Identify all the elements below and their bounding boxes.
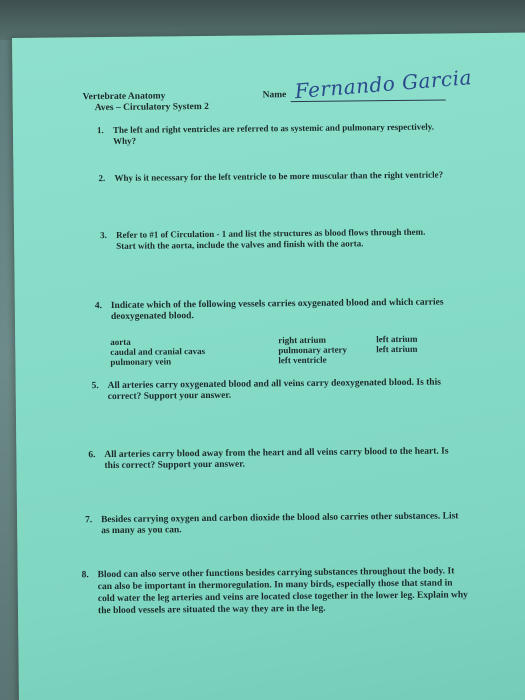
question-text: Besides carrying oxygen and carbon dioxide the blood also carries other substances. List as many as you can.: [101, 511, 459, 537]
question-6: 6. All arteries carry blood away from the heart and all veins carry blood to the heart. Is this correct? Support your answer.: [88, 446, 449, 472]
question-2: 2. Why is it necessary for the left ventricle to be more muscular than the right ventricle?: [98, 169, 444, 184]
vessel-column-1: [110, 336, 205, 367]
question-text: Refer to #1 of Circulation - 1 and list the structures as blood flows through them. Start with the aorta, include the valves and finish with the aorta.: [116, 226, 426, 251]
course-title: Vertebrate Anatomy: [82, 91, 166, 103]
vessel-item: pulmonary artery: [278, 344, 348, 356]
question-5: 5. All arteries carry oxygenated blood and all veins carry deoxygenated blood. Is this correct? Support your answer.: [91, 377, 441, 403]
vessel-item: left ventricle: [278, 354, 327, 366]
question-8: 8. Blood can also serve other functions besides carrying substances throughout the body. It can also be important in thermoregulation. In many birds, especially those that stand in cold water the leg arteries and veins are located close together in the lower leg. Explain why the blood vessels are situated the way they are in the leg.: [81, 566, 468, 617]
vessel-column-3: [376, 334, 417, 354]
question-text: The left and right ventricles are referred to as systemic and pulmonary respectively. Why?: [112, 121, 435, 146]
question-text: Blood can also serve other functions besides carrying substances throughout the body. It can also be important in thermoregulation. In many birds, especially those that stand in cold water the leg arteries and veins are located close together in the lower leg. Explain why the blood vessels are situated the way they are in the leg.: [97, 566, 468, 617]
topic-title: Aves – Circulatory System 2: [94, 101, 209, 114]
question-1: 1. The left and right ventricles are referred to as systemic and pulmonary respectively. Why?: [96, 121, 435, 146]
question-text: Indicate which of the following vessels carries oxygenated blood and which carries deoxygenated blood.: [110, 297, 444, 322]
handwritten-name: Fernando Garcia: [293, 65, 473, 104]
vessel-item: pulmonary vein: [110, 356, 172, 367]
worksheet-page: [12, 33, 525, 700]
vessel-item: aorta: [110, 336, 131, 347]
worksheet-header: [83, 91, 209, 114]
name-label: Name: [262, 90, 287, 101]
vessel-item: left atrium: [376, 343, 418, 355]
question-text: All arteries carry blood away from the heart and all veins carry blood to the heart. Is this correct? Support your answer.: [104, 446, 449, 472]
question-4: 4. Indicate which of the following vessels carries oxygenated blood and which carries deoxygenated blood.: [94, 297, 444, 322]
vessel-column-2: [278, 335, 347, 366]
question-text: All arteries carry oxygenated blood and all veins carry deoxygenated blood. Is this correct? Support your answer.: [107, 377, 441, 403]
question-7: 7. Besides carrying oxygen and carbon dioxide the blood also carries other substances. List as many as you can.: [85, 511, 459, 537]
vessel-item: left atrium: [376, 333, 418, 345]
vessel-item: caudal and cranial cavas: [110, 345, 206, 357]
question-text: Why is it necessary for the left ventricle to be more muscular than the right ventricle?: [114, 169, 444, 183]
vessel-item: right atrium: [278, 334, 326, 346]
question-3: 3. Refer to #1 of Circulation - 1 and list the structures as blood flows through them. Start with the aorta, include the valves and finish with the aorta.: [100, 226, 426, 251]
